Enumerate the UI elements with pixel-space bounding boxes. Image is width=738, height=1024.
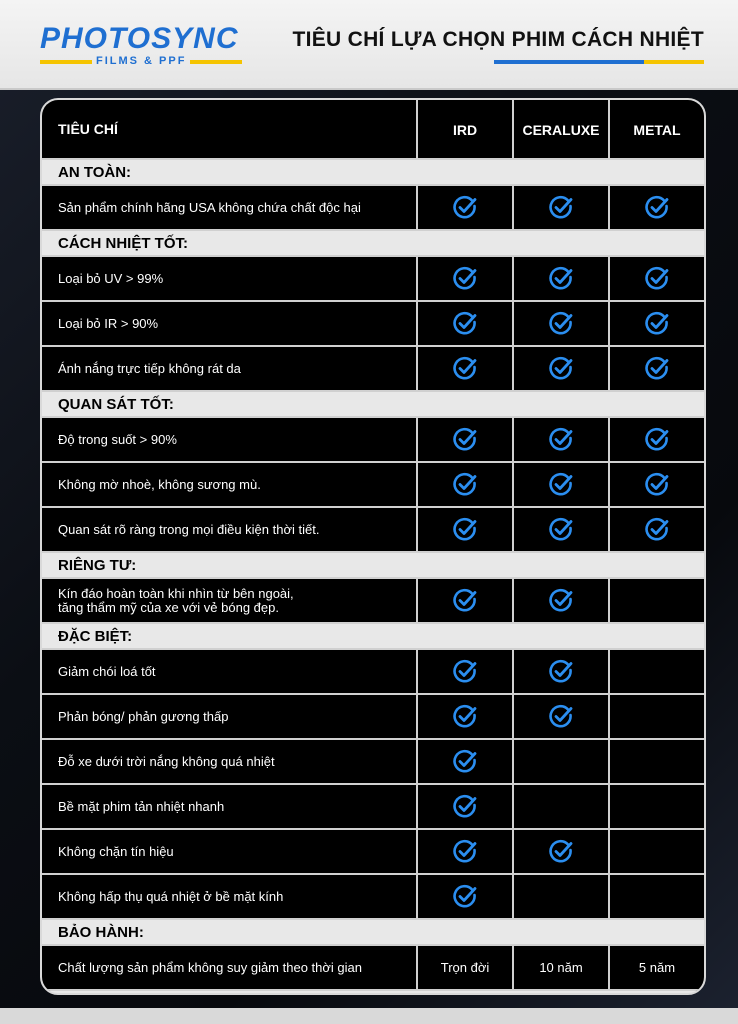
check-icon <box>452 472 478 498</box>
comparison-table <box>40 98 706 995</box>
check-icon <box>452 749 478 775</box>
check-icon <box>644 195 670 221</box>
check-icon <box>548 704 574 730</box>
criteria-cell <box>42 875 418 920</box>
header-metal: METAL <box>610 100 704 160</box>
ceraluxe-cell <box>514 463 610 508</box>
table-row <box>42 695 704 740</box>
check-icon <box>452 704 478 730</box>
table-row <box>42 946 704 991</box>
ird-cell <box>418 946 514 991</box>
check-icon <box>452 311 478 337</box>
header <box>0 0 738 90</box>
check-icon <box>548 195 574 221</box>
header-ceraluxe: CERALUXE <box>514 100 610 160</box>
check-icon <box>452 517 478 543</box>
ird-value: Trọn đời <box>440 960 490 975</box>
check-icon <box>452 659 478 685</box>
title-underline-yellow <box>644 60 704 64</box>
ird-cell <box>418 830 514 875</box>
criteria-cell <box>42 463 418 508</box>
metal-cell <box>610 186 704 231</box>
ceraluxe-cell <box>514 785 610 830</box>
table-row <box>42 579 704 624</box>
metal-cell <box>610 463 704 508</box>
table-row <box>42 830 704 875</box>
check-icon <box>644 356 670 382</box>
ird-cell <box>418 186 514 231</box>
ceraluxe-cell <box>514 347 610 392</box>
criteria-cell <box>42 695 418 740</box>
check-icon <box>548 356 574 382</box>
metal-cell <box>610 418 704 463</box>
criteria-label: Loại bỏ IR > 90% <box>58 316 159 331</box>
criteria-label: Quan sát rõ ràng trong mọi điều kiện thời tiết. <box>58 522 320 537</box>
criteria-label: Chất lượng sản phẩm không suy giảm theo thời gian <box>58 960 362 975</box>
ird-cell <box>418 508 514 553</box>
ird-cell <box>418 347 514 392</box>
table-row <box>42 508 704 553</box>
title-underline-blue <box>494 60 644 64</box>
criteria-cell <box>42 418 418 463</box>
metal-cell <box>610 830 704 875</box>
logo-accent-bar-left <box>40 60 92 64</box>
criteria-cell <box>42 785 418 830</box>
ceraluxe-cell <box>514 418 610 463</box>
criteria-label: Bề mặt phim tản nhiệt nhanh <box>58 799 225 814</box>
metal-cell <box>610 946 704 991</box>
table-row <box>42 257 704 302</box>
ceraluxe-cell <box>514 579 610 624</box>
footer-bar <box>0 1008 738 1024</box>
ceraluxe-cell <box>514 740 610 785</box>
table-row <box>42 302 704 347</box>
criteria-cell <box>42 579 418 624</box>
header-ird: IRD <box>418 100 514 160</box>
logo-main-text: PHOTOSYNC <box>40 22 239 55</box>
check-icon <box>548 472 574 498</box>
check-icon <box>548 517 574 543</box>
table-row <box>42 785 704 830</box>
check-icon <box>548 839 574 865</box>
metal-cell <box>610 579 704 624</box>
metal-cell <box>610 508 704 553</box>
check-icon <box>548 659 574 685</box>
check-icon <box>548 588 574 614</box>
table-row <box>42 463 704 508</box>
check-icon <box>452 195 478 221</box>
table-header-row <box>42 100 704 160</box>
criteria-label: Đỗ xe dưới trời nắng không quá nhiệt <box>58 754 275 769</box>
logo-accent-bar-right <box>190 60 242 64</box>
table-row <box>42 418 704 463</box>
ird-cell <box>418 785 514 830</box>
criteria-cell <box>42 186 418 231</box>
criteria-cell <box>42 946 418 991</box>
metal-value: 5 năm <box>638 960 676 975</box>
title-underline <box>494 60 704 64</box>
ceraluxe-value: 10 năm <box>539 960 583 975</box>
criteria-label: Độ trong suốt > 90% <box>58 432 177 447</box>
criteria-label: Không chặn tín hiệu <box>58 844 174 859</box>
criteria-cell <box>42 347 418 392</box>
check-icon <box>452 794 478 820</box>
check-icon <box>548 266 574 292</box>
criteria-cell <box>42 302 418 347</box>
criteria-label: Ánh nắng trực tiếp không rát da <box>58 361 241 376</box>
check-icon <box>548 427 574 453</box>
ceraluxe-cell <box>514 695 610 740</box>
photosync-logo <box>40 22 250 70</box>
check-icon <box>644 266 670 292</box>
table-row <box>42 875 704 920</box>
metal-cell <box>610 302 704 347</box>
criteria-label: Giảm chói loá tốt <box>58 664 156 679</box>
criteria-label-line1: Kín đáo hoàn toàn khi nhìn từ bên ngoài, <box>58 585 294 601</box>
table-row <box>42 347 704 392</box>
check-icon <box>644 311 670 337</box>
metal-cell <box>610 695 704 740</box>
ird-cell <box>418 875 514 920</box>
metal-cell <box>610 740 704 785</box>
ird-cell <box>418 302 514 347</box>
criteria-label: Sản phẩm chính hãng USA không chứa chất độc hại <box>58 200 361 215</box>
ird-cell <box>418 463 514 508</box>
ceraluxe-cell <box>514 257 610 302</box>
criteria-cell <box>42 508 418 553</box>
metal-cell <box>610 875 704 920</box>
check-icon <box>452 266 478 292</box>
ird-cell <box>418 579 514 624</box>
ird-cell <box>418 740 514 785</box>
metal-cell <box>610 347 704 392</box>
check-icon <box>452 884 478 910</box>
ceraluxe-cell <box>514 302 610 347</box>
criteria-label: Phản bóng/ phản gương thấp <box>58 709 229 724</box>
criteria-cell <box>42 740 418 785</box>
ird-cell <box>418 257 514 302</box>
check-icon <box>452 839 478 865</box>
ird-cell <box>418 650 514 695</box>
criteria-cell <box>42 257 418 302</box>
criteria-label: Loại bỏ UV > 99% <box>58 271 164 286</box>
check-icon <box>548 311 574 337</box>
section-title: AN TOÀN: <box>42 160 704 186</box>
check-icon <box>644 517 670 543</box>
section-title: QUAN SÁT TỐT: <box>42 392 704 418</box>
criteria-cell <box>42 650 418 695</box>
check-icon <box>644 472 670 498</box>
ceraluxe-cell <box>514 875 610 920</box>
table-row <box>42 650 704 695</box>
ceraluxe-cell <box>514 650 610 695</box>
criteria-label: Không hấp thụ quá nhiệt ở bề mặt kính <box>58 889 284 904</box>
criteria-label-line2: tăng thẩm mỹ của xe với vẻ bóng đẹp. <box>58 599 279 615</box>
ird-cell <box>418 695 514 740</box>
metal-cell <box>610 785 704 830</box>
criteria-label: Không mờ nhoè, không sương mù. <box>58 477 261 492</box>
ceraluxe-cell <box>514 946 610 991</box>
check-icon <box>452 427 478 453</box>
ceraluxe-cell <box>514 830 610 875</box>
header-criteria: TIÊU CHÍ <box>42 100 418 160</box>
check-icon <box>452 356 478 382</box>
page-title: TIÊU CHÍ LỰA CHỌN PHIM CÁCH NHIỆT <box>292 28 704 51</box>
section-title: CÁCH NHIỆT TỐT: <box>42 231 704 257</box>
table-row <box>42 740 704 785</box>
metal-cell <box>610 650 704 695</box>
check-icon <box>452 588 478 614</box>
logo-sub-text: FILMS & PPF <box>96 55 187 67</box>
check-icon <box>644 427 670 453</box>
table-row <box>42 186 704 231</box>
section-title: RIÊNG TƯ: <box>42 553 704 579</box>
criteria-cell <box>42 830 418 875</box>
ceraluxe-cell <box>514 508 610 553</box>
section-title: BẢO HÀNH: <box>42 920 704 946</box>
metal-cell <box>610 257 704 302</box>
ird-cell <box>418 418 514 463</box>
ceraluxe-cell <box>514 186 610 231</box>
section-title: ĐẶC BIỆT: <box>42 624 704 650</box>
